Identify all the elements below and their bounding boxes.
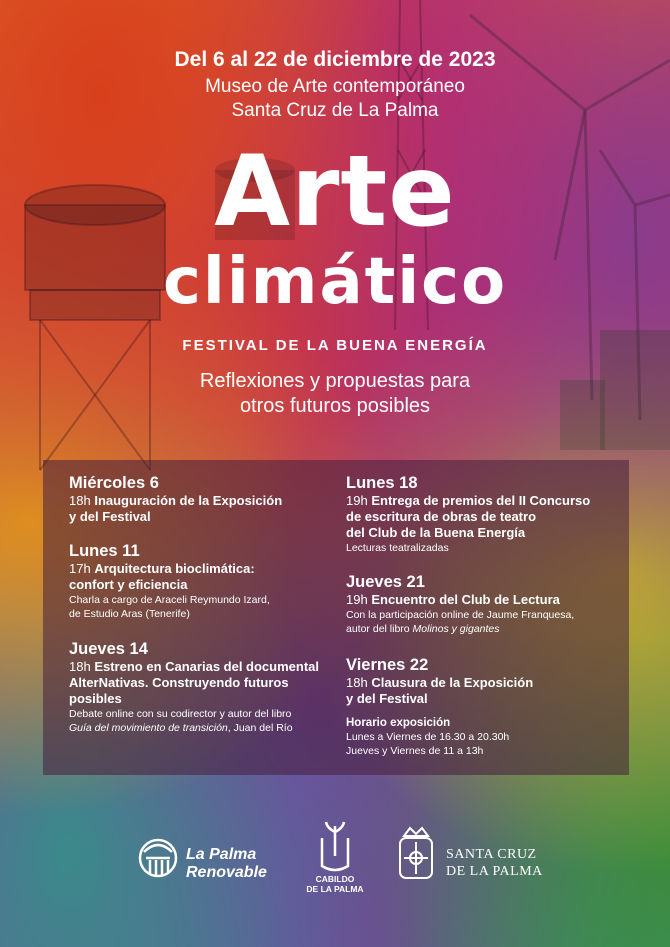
title-arte: Arte — [214, 135, 456, 249]
event-time: 18h — [346, 675, 368, 690]
event-title-line: del Club de la Buena Energía — [346, 525, 526, 540]
venue-name: Museo de Arte contemporáneo — [205, 76, 465, 97]
venue-city: Santa Cruz de La Palma — [231, 100, 439, 121]
event-note: autor del libro Molinos y gigantes — [346, 623, 500, 635]
event-day: Miércoles 6 — [69, 474, 159, 492]
schedule-line: Lunes a Viernes de 16.30 a 20.30h — [346, 731, 510, 743]
event-note: Con la participación online de Jaume Franquesa, — [346, 609, 575, 621]
event-time: 18h — [69, 493, 91, 508]
event-title-line: Encuentro del Club de Lectura — [371, 592, 560, 607]
event-day: Lunes 18 — [346, 474, 418, 492]
event-title-line: posibles — [69, 691, 122, 706]
event-day: Viernes 22 — [346, 656, 429, 674]
event-dates: Del 6 al 22 de diciembre de 2023 — [174, 48, 496, 71]
event-time: 18h — [69, 659, 91, 674]
event-time: 19h — [346, 493, 368, 508]
schedule-title: Horario exposición — [346, 717, 451, 729]
event-time: 17h — [69, 561, 91, 576]
event-day: Jueves 21 — [346, 573, 425, 591]
cabildo-logo: CABILDO DE LA PALMA — [306, 874, 364, 894]
event-title-line: Clausura de la Exposición — [371, 675, 534, 690]
la-palma-renovable-icon — [140, 840, 176, 876]
event-title-line: y del Festival — [346, 691, 428, 706]
event-title-line: confort y eficiencia — [69, 577, 188, 592]
event-title-line: Inauguración de la Exposición — [94, 493, 283, 508]
tagline-line2: otros futuros posibles — [239, 395, 431, 417]
santa-cruz-coat-of-arms-icon — [400, 828, 432, 878]
event-day: Jueves 14 — [69, 640, 148, 658]
event-note: Charla a cargo de Araceli Reymundo Izard, — [69, 594, 270, 606]
title-climatico: climático — [162, 245, 508, 319]
event-note: Guía del movimiento de transición, Juan del Río — [69, 722, 293, 734]
event-note: de Estudio Aras (Tenerife) — [69, 608, 190, 620]
tagline-line1: Reflexiones y propuestas para — [199, 370, 471, 392]
event-title-line: y del Festival — [69, 509, 151, 524]
event-day: Lunes 11 — [69, 542, 140, 560]
santa-cruz-logo: SANTA CRUZ DE LA PALMA — [446, 847, 543, 879]
festival-subtitle: FESTIVAL DE LA BUENA ENERGÍA — [182, 337, 488, 354]
event-title-line: AlterNativas. Construyendo futuros — [69, 675, 289, 690]
event-title-line: Entrega de premios del II Concurso — [371, 493, 591, 508]
event-title-line: Arquitectura bioclimática: — [94, 561, 255, 576]
book-title: Guía del movimiento de transición — [69, 722, 228, 734]
book-title: Molinos y gigantes — [412, 623, 500, 635]
la-palma-renovable-logo: La Palma Renovable — [186, 846, 267, 881]
event-title-line: de escritura de obras de teatro — [346, 509, 537, 524]
event-note: Debate online con su codirector y autor del libro — [69, 708, 292, 720]
event-title-line: Estreno en Canarias del documental — [94, 659, 320, 674]
schedule-line: Jueves y Viernes de 11 a 13h — [346, 745, 484, 757]
cabildo-emblem-icon — [322, 822, 348, 870]
event-time: 19h — [346, 592, 368, 607]
event-note: Lecturas teatralizadas — [346, 542, 449, 554]
